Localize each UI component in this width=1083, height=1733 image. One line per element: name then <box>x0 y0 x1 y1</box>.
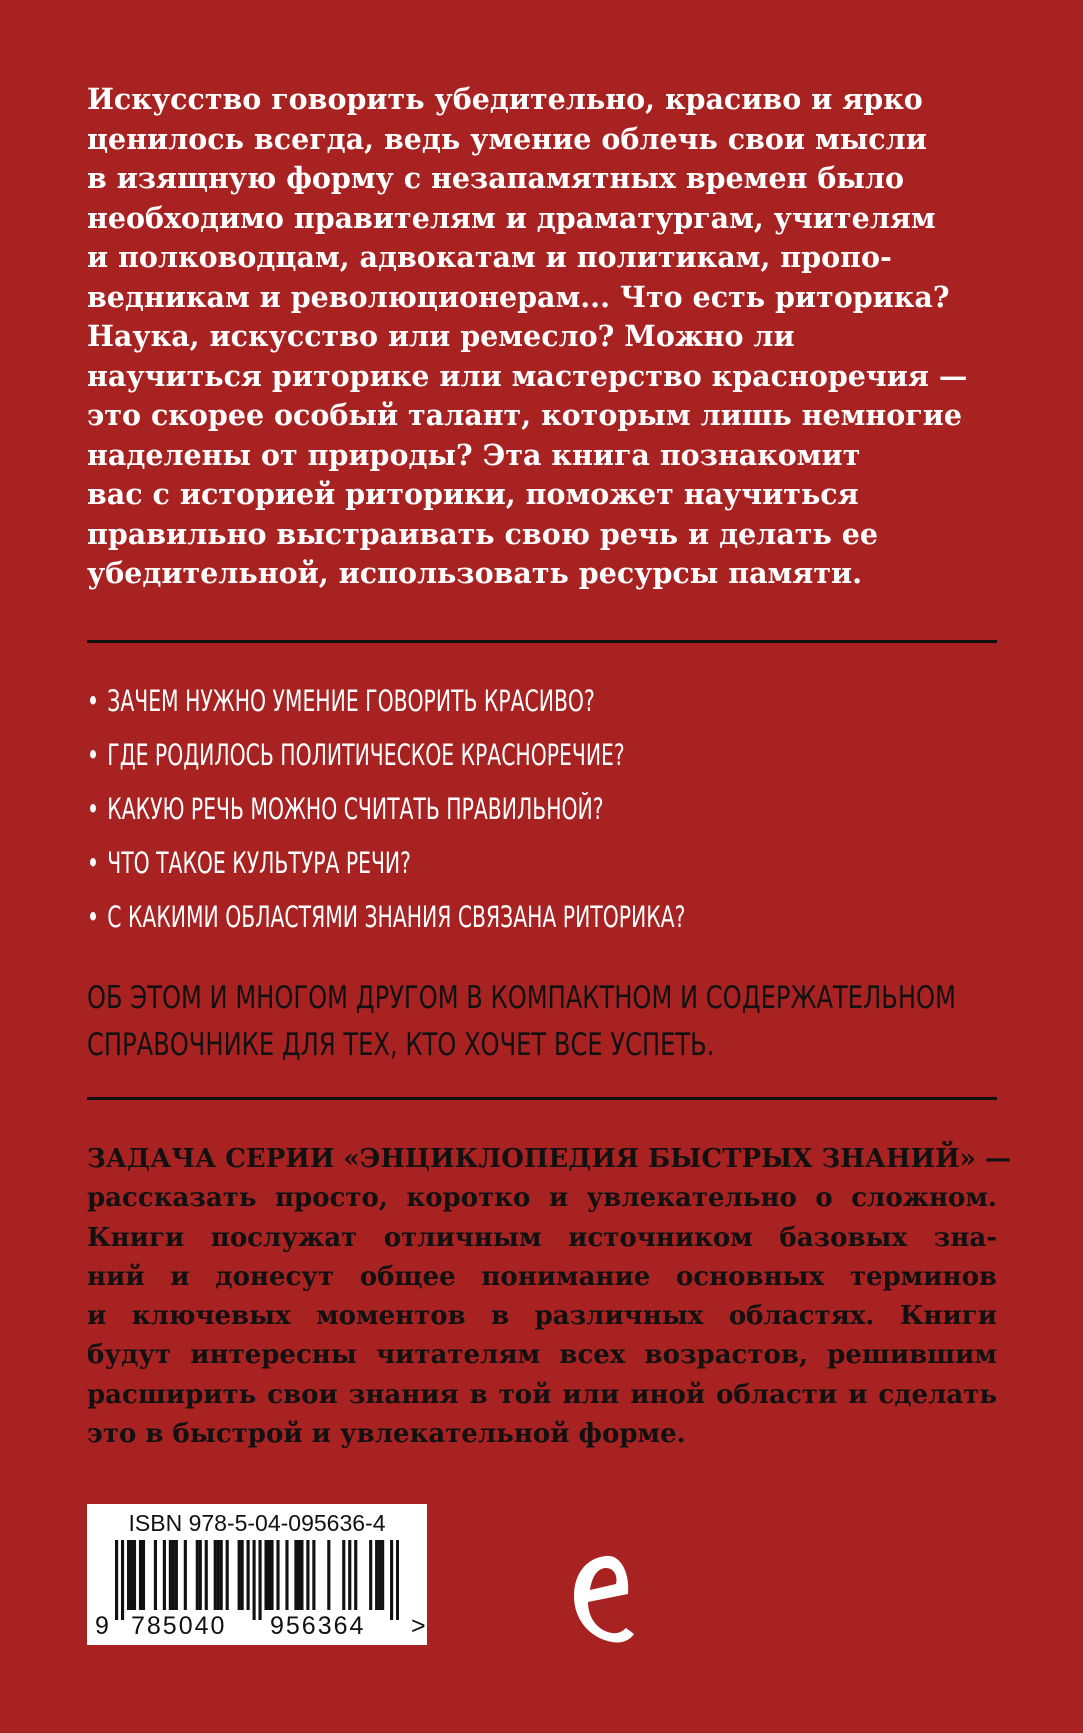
intro-line: в изящную форму с незапамятных времен было <box>87 161 905 195</box>
barcode-bar <box>375 1540 378 1610</box>
bullet-icon: • <box>87 738 100 772</box>
intro-line: вас с историей риторики, поможет научиться <box>87 477 859 511</box>
question-item <box>87 728 805 782</box>
barcode-bar <box>121 1540 124 1620</box>
outro-line: СПРАВОЧНИКЕ ДЛЯ ТЕХ, КТО ХОЧЕТ ВСЕ УСПЕТЬ. <box>87 1027 715 1063</box>
isbn-label: ISBN 978-5-04-095636-4 <box>128 1510 386 1536</box>
barcode-bar <box>264 1540 267 1610</box>
question-item <box>87 674 805 728</box>
intro-line: правильно выстраивать свою речь и делать ее <box>87 516 878 551</box>
barcode-bar <box>175 1540 178 1610</box>
barcode-bar <box>139 1540 142 1610</box>
question-item <box>87 782 805 836</box>
barcode-bar <box>154 1540 157 1610</box>
barcode-bar <box>247 1540 250 1610</box>
barcode-bar <box>297 1540 300 1610</box>
barcode-bar <box>396 1540 399 1620</box>
barcode-bar <box>378 1540 381 1610</box>
question-list <box>87 674 1007 944</box>
barcode-bar <box>127 1540 130 1610</box>
barcode-bar <box>369 1540 372 1610</box>
bullet-icon: • <box>87 846 100 880</box>
barcode-bar <box>253 1540 256 1620</box>
intro-line: ценилось всегда, ведь умение облечь свои мысли <box>87 121 927 156</box>
barcode-bar <box>130 1540 133 1610</box>
barcode-bar <box>169 1540 172 1610</box>
intro-line: это скорее особый талант, которым лишь немногие <box>87 398 962 432</box>
series-line: рассказать просто, коротко и увлекательно о сложном. <box>87 1183 997 1214</box>
isbn-barcode <box>87 1504 427 1645</box>
barcode-bar <box>226 1540 229 1610</box>
ean-left-group: 785040 <box>131 1612 227 1640</box>
series-line: и ключевых моментов в различных областях. Книги <box>87 1301 997 1332</box>
series-line: это в быстрой и увлекательной форме. <box>87 1419 686 1450</box>
intro-line: ведникам и революционерам... Что есть риторика? <box>87 279 950 314</box>
bullet-icon: • <box>87 792 100 826</box>
question-text: ЧТО ТАКОЕ КУЛЬТУРА РЕЧИ? <box>107 846 411 880</box>
series-line: расширить свои знания в той или иной области и сделать <box>87 1379 997 1410</box>
barcode-bar <box>115 1540 118 1620</box>
question-text: КАКУЮ РЕЧЬ МОЖНО СЧИТАТЬ ПРАВИЛЬНОЙ? <box>107 792 604 826</box>
series-line: будут интересны читателям всех возрастов, решившим <box>87 1340 997 1371</box>
barcode-bar <box>354 1540 357 1610</box>
intro-line: Искусство говорить убедительно, красиво и ярко <box>87 82 923 116</box>
intro-line: убедительной, использовать ресурсы памяти. <box>87 556 863 590</box>
barcode-bar <box>390 1540 393 1620</box>
barcode-bar <box>270 1540 273 1610</box>
intro-line: научиться риторике или мастерство красноречия — <box>87 358 968 393</box>
divider-bottom <box>87 1097 997 1100</box>
barcode-bar <box>205 1540 208 1610</box>
question-text: С КАКИМИ ОБЛАСТЯМИ ЗНАНИЯ СВЯЗАНА РИТОРИКА? <box>107 900 686 934</box>
barcode-bar <box>214 1540 217 1610</box>
outro-statement <box>87 975 984 1069</box>
intro-line: Наука, искусство или ремесло? Можно ли <box>87 319 795 353</box>
barcode-bar <box>276 1540 279 1610</box>
barcode-bar <box>238 1540 241 1610</box>
barcode-bar <box>348 1540 351 1610</box>
intro-paragraph <box>87 80 1007 594</box>
barcode-bar <box>220 1540 223 1610</box>
question-item <box>87 890 805 944</box>
series-line: Книги послужат отличным источником базовых зна- <box>87 1222 997 1253</box>
barcode-bar <box>258 1540 261 1620</box>
barcode-bar <box>142 1540 145 1610</box>
divider-top <box>87 640 997 643</box>
ean-end-mark: > <box>411 1612 428 1640</box>
question-text: ЗАЧЕМ НУЖНО УМЕНИЕ ГОВОРИТЬ КРАСИВО? <box>107 684 595 718</box>
eksmo-logo-icon <box>568 1550 638 1650</box>
barcode-bar <box>312 1540 315 1610</box>
intro-line: и полководцам, адвокатам и политикам, пропо- <box>87 240 892 274</box>
barcode-bar <box>285 1540 288 1610</box>
series-line: ЗАДАЧА СЕРИИ «ЭНЦИКЛОПЕДИЯ БЫСТРЫХ ЗНАНИЙ» — <box>87 1144 1011 1174</box>
question-item <box>87 836 805 890</box>
series-description <box>87 1140 1011 1454</box>
barcode-bar <box>196 1540 199 1610</box>
ean-right-group: 956364 <box>270 1612 366 1640</box>
barcode-bar <box>267 1540 270 1610</box>
barcode-bar <box>300 1540 303 1610</box>
barcode-icon <box>115 1540 399 1620</box>
barcode-bar <box>172 1540 175 1610</box>
barcode-bar <box>327 1540 330 1610</box>
barcode-bar <box>217 1540 220 1610</box>
intro-line: необходимо правителям и драматургам, учителям <box>87 200 936 235</box>
question-text: ГДЕ РОДИЛОСЬ ПОЛИТИЧЕСКОЕ КРАСНОРЕЧИЕ? <box>107 738 625 772</box>
outro-line: ОБ ЭТОМ И МНОГОМ ДРУГОМ В КОМПАКТНОМ И СОДЕРЖАТЕЛЬНОМ <box>87 980 956 1016</box>
barcode-bar <box>241 1540 244 1610</box>
intro-line: наделены от природы? Эта книга познакомит <box>87 437 861 472</box>
barcode-bar <box>199 1540 202 1610</box>
barcode-bar <box>163 1540 166 1610</box>
barcode-bar <box>306 1540 309 1610</box>
barcode-bar <box>133 1540 136 1610</box>
barcode-bar <box>342 1540 345 1610</box>
bullet-icon: • <box>87 900 100 934</box>
series-line: ний и донесут общее понимание основных терминов <box>87 1261 997 1292</box>
bullet-icon: • <box>87 684 100 718</box>
barcode-bar <box>381 1540 384 1610</box>
barcode-bar <box>184 1540 187 1610</box>
ean-first-digit: 9 <box>95 1612 111 1640</box>
barcode-bar <box>294 1540 297 1610</box>
